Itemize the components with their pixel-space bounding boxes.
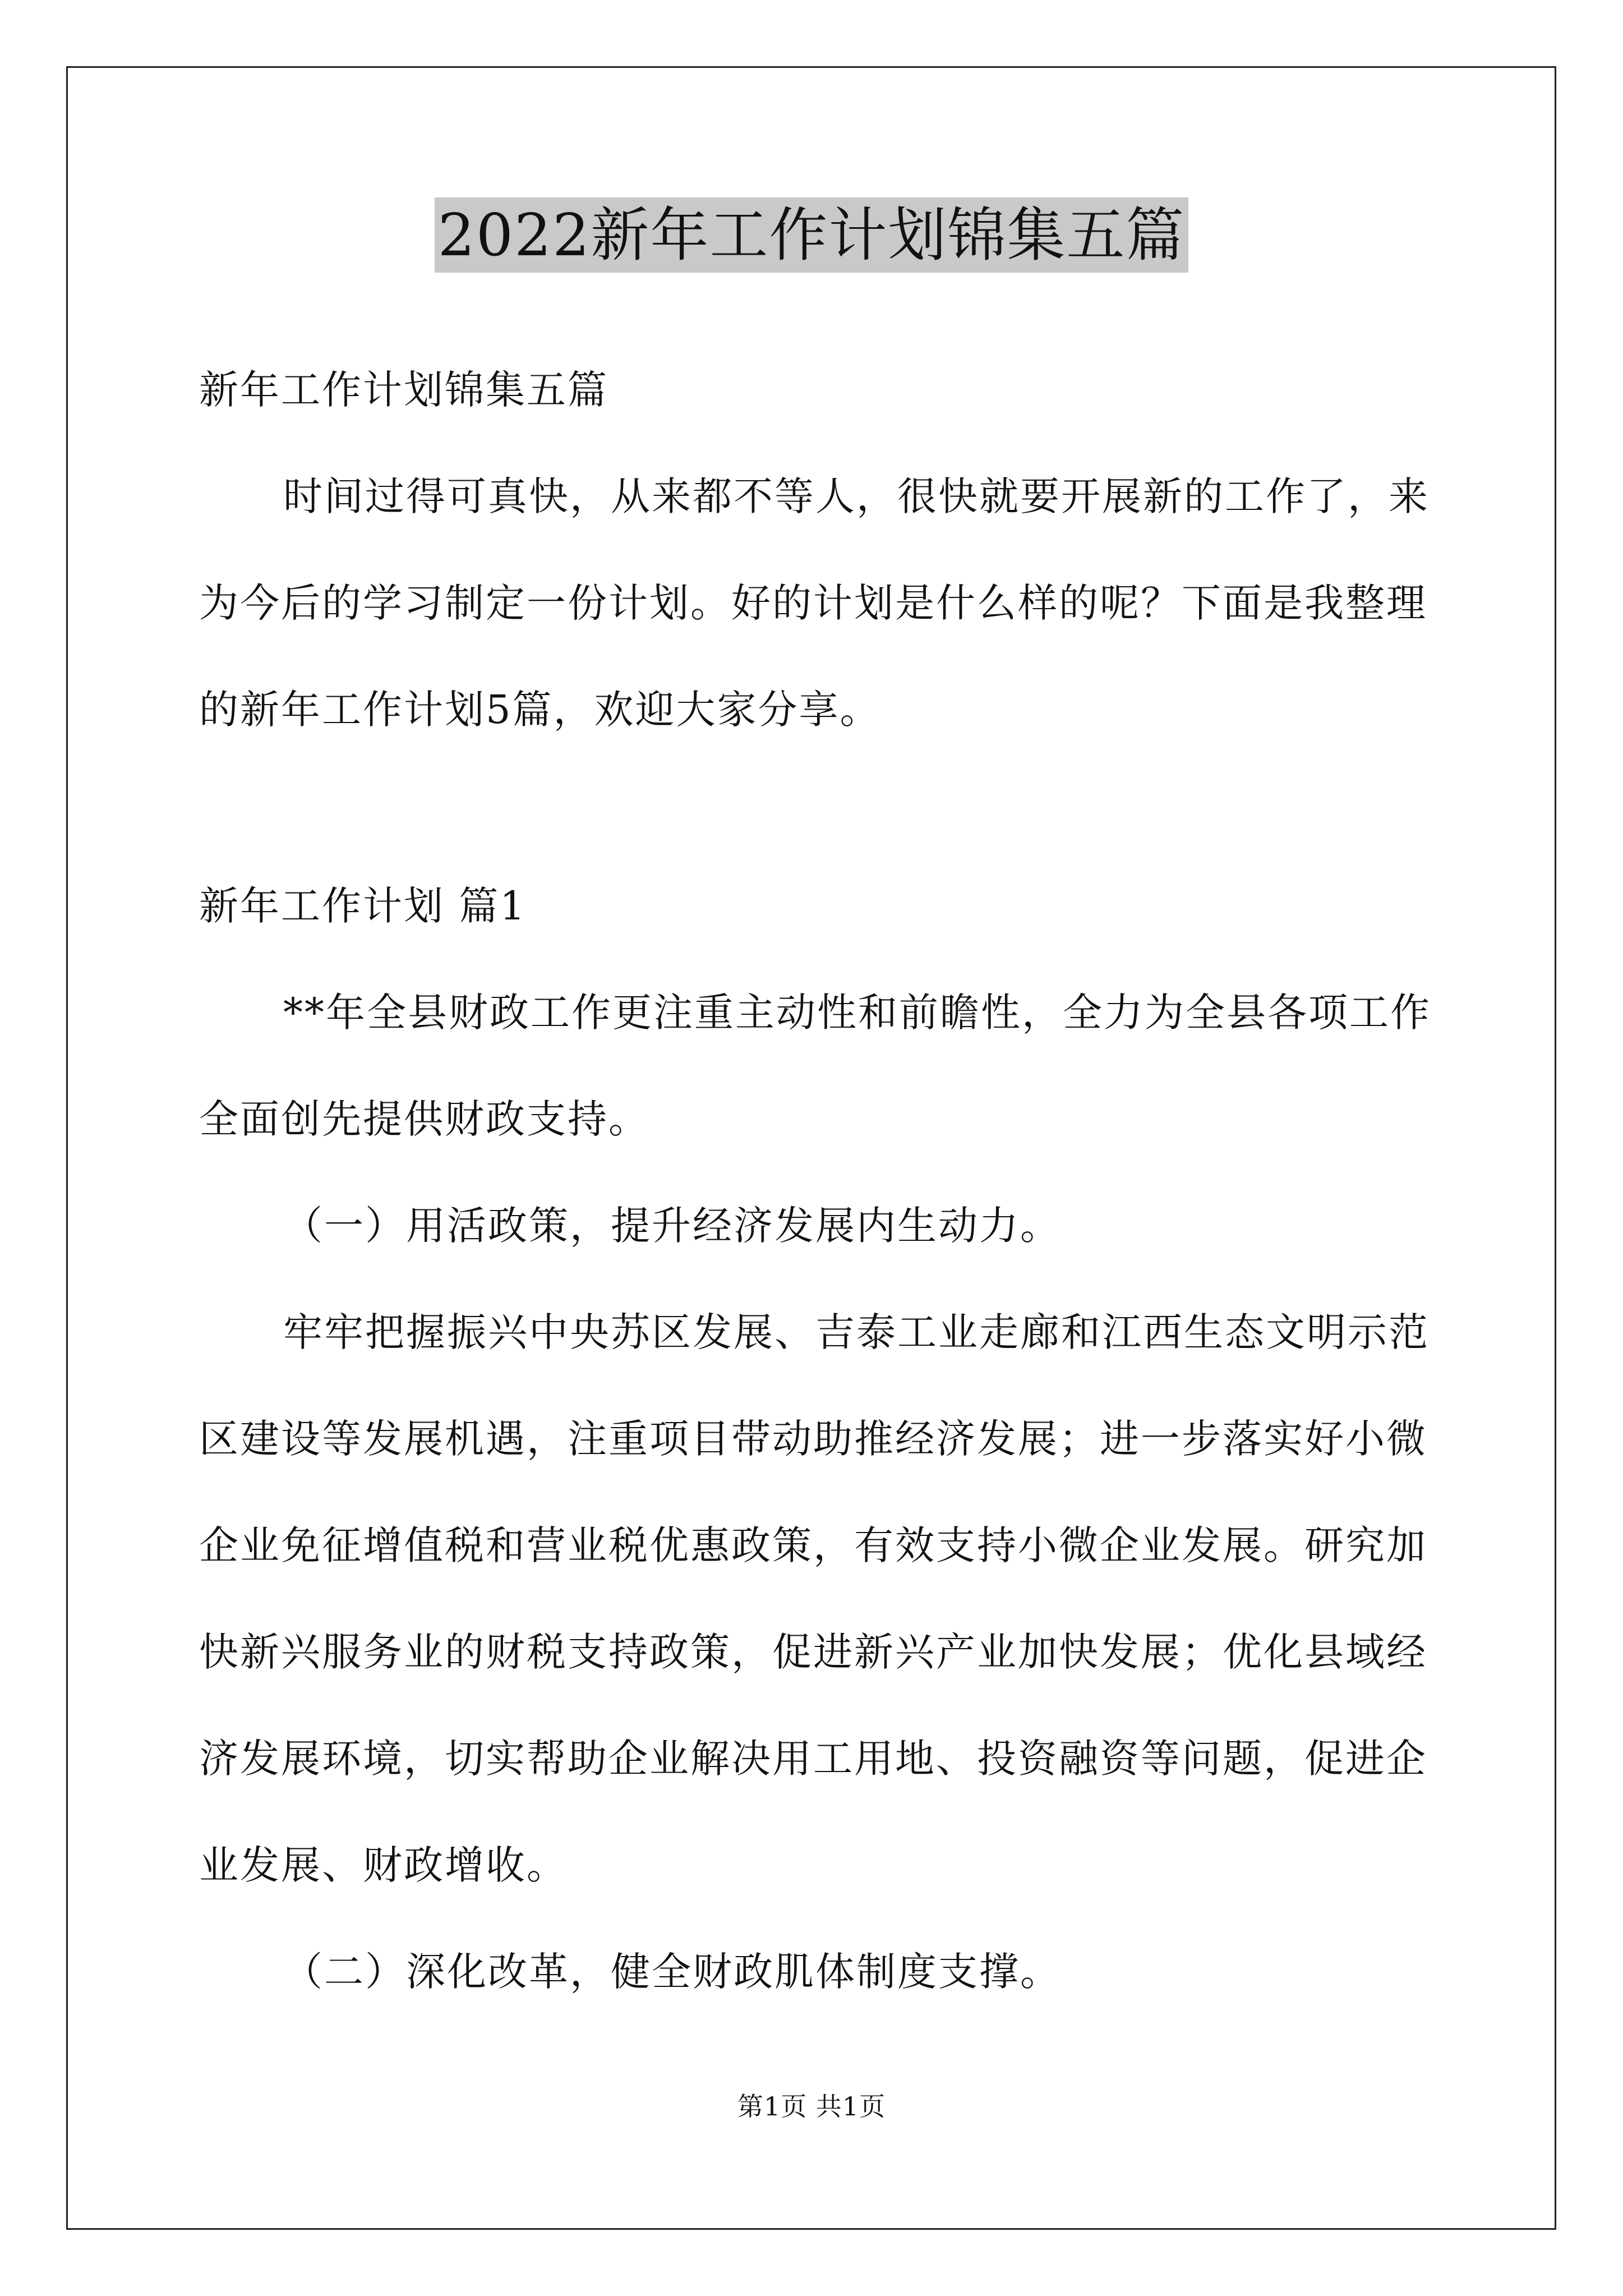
point1-heading: （一）用活政策，提升经济发展内生动力。 bbox=[283, 1203, 1061, 1249]
point1-line-5: 济发展环境，切实帮助企业解决用工用地、投资融资等问题，促进企 bbox=[199, 1736, 1427, 1782]
point1-line-3: 企业免征增值税和营业税优惠政策，有效支持小微企业发展。研究加 bbox=[199, 1522, 1427, 1568]
document-title: 2022新年工作计划锦集五篇 bbox=[435, 197, 1189, 273]
section-para1-line-2: 全面创先提供财政支持。 bbox=[199, 1096, 649, 1142]
point1-line-1: 牢牢把握振兴中央苏区发展、吉泰工业走廊和江西生态文明示范 bbox=[283, 1309, 1430, 1355]
intro-line-3: 的新年工作计划5篇，欢迎大家分享。 bbox=[199, 687, 881, 733]
intro-line-1: 时间过得可真快，从来都不等人，很快就要开展新的工作了，来 bbox=[283, 473, 1430, 519]
section-spacer bbox=[199, 763, 1427, 853]
document-subtitle: 新年工作计划锦集五篇 bbox=[199, 367, 608, 413]
section-heading: 新年工作计划 篇1 bbox=[199, 883, 527, 929]
point1-line-4: 快新兴服务业的财税支持政策，促进新兴产业加快发展；优化县域经 bbox=[199, 1629, 1427, 1675]
document-body bbox=[199, 337, 1431, 2025]
intro-line-2: 为今后的学习制定一份计划。好的计划是什么样的呢？下面是我整理 bbox=[199, 580, 1427, 626]
point1-line-2: 区建设等发展机遇，注重项目带动助推经济发展；进一步落实好小微 bbox=[199, 1416, 1427, 1462]
point2-heading: （二）深化改革，健全财政肌体制度支撑。 bbox=[283, 1949, 1061, 1995]
section-para1-line-1: **年全县财政工作更注重主动性和前瞻性，全力为全县各项工作 bbox=[283, 990, 1431, 1036]
point1-line-6: 业发展、财政增收。 bbox=[199, 1842, 568, 1888]
page-footer: 第1页 共1页 bbox=[737, 2091, 886, 2122]
title-container bbox=[0, 197, 1623, 273]
